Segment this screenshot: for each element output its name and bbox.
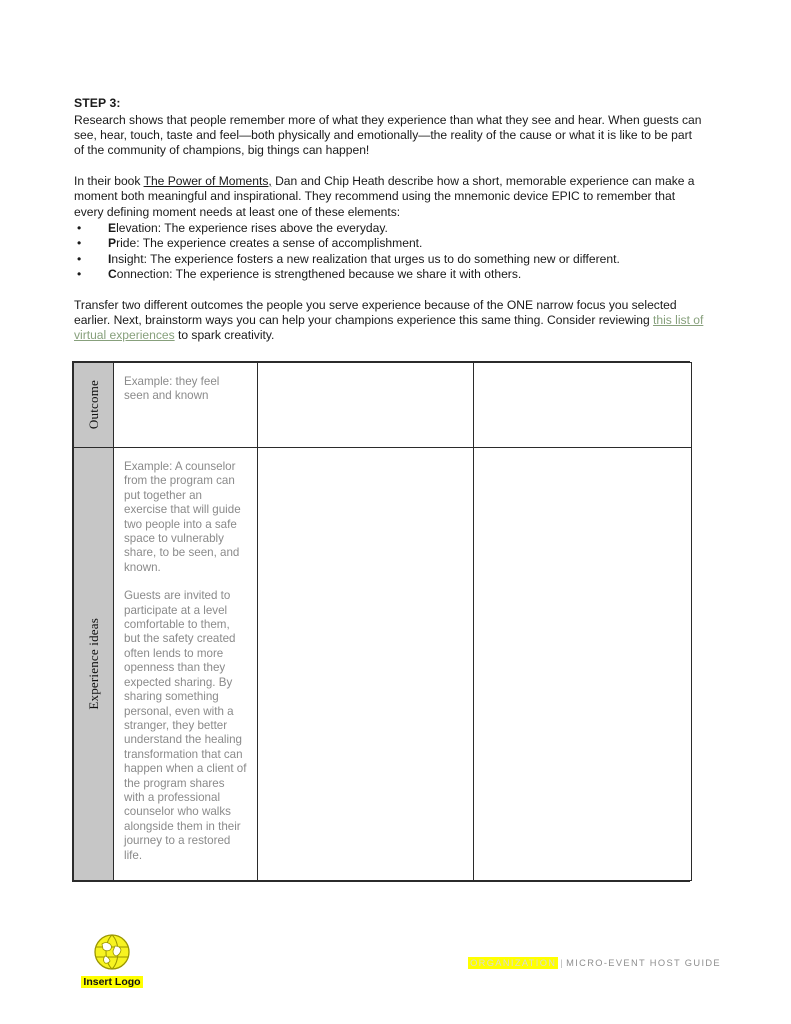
- guide-title: MICRO-EVENT HOST GUIDE: [566, 958, 721, 968]
- bullet-text: ride: The experience creates a sense of accomplishment.: [116, 236, 423, 251]
- spacer: [74, 283, 704, 298]
- cell-content: [474, 448, 691, 470]
- cell-content: [114, 363, 257, 414]
- book-title: The Power of Moments,: [143, 173, 272, 188]
- footer-caption: [468, 958, 721, 968]
- list-item: [74, 221, 704, 236]
- table-cell-outcome-3[interactable]: [474, 363, 692, 448]
- list-item: [74, 267, 704, 282]
- virtual-experiences-link[interactable]: this list of virtual experiences: [74, 312, 704, 343]
- cell-paragraph: Guests are invited to participate at a level comfortable to them, but the safety created often lends to more openness than they expected sharing. By sharing something personal, even with a stranger, they better understand the healing transformation that can happen when a client of the program shares with a professional counselor who walks alongside them in their journey to a restored life.: [124, 589, 247, 862]
- bullet-initial: P: [108, 236, 117, 251]
- table-cell-example-outcome[interactable]: [114, 363, 258, 448]
- table-cell-ideas-2[interactable]: [258, 448, 474, 881]
- row-header-outcome: [74, 363, 114, 448]
- bullet-initial: E: [108, 220, 117, 235]
- bullet-marker: •: [77, 236, 82, 251]
- spacer: [74, 159, 704, 174]
- list-item: [74, 236, 704, 251]
- cell-content: [258, 448, 473, 470]
- table-row: [74, 448, 692, 881]
- page-title: STEP 3:: [74, 96, 121, 110]
- bullet-initial: I: [108, 251, 112, 266]
- row-header-experience-ideas: [74, 448, 114, 881]
- table-row: [74, 363, 692, 448]
- document-body: [74, 96, 704, 344]
- row-header-label: Outcome: [85, 380, 101, 430]
- bullet-text: onnection: The experience is strengthened because we share it with others.: [116, 267, 522, 282]
- globe-icon: [92, 932, 132, 972]
- transfer-paragraph-tail: to spark creativity.: [174, 328, 275, 343]
- transfer-paragraph: [74, 298, 704, 344]
- book-paragraph-tail: Dan and Chip Heath describe how a short, memorable experience can make a moment both meaningful and inspirational. They recommend using the mnemonic device EPIC to remember that every defining moment needs at least one of these elements:: [74, 173, 695, 219]
- footer-separator: |: [560, 958, 565, 968]
- bullet-text: nsight: The experience fosters a new realization that urges us to do something new or different.: [111, 251, 620, 266]
- bullet-marker: •: [77, 267, 82, 282]
- worksheet-table: [72, 361, 690, 882]
- intro-paragraph: Research shows that people remember more of what they experience than what they see and hear. When guests can see, hear, touch, taste and feel—both physically and emotionally—the reality of the cause or what it is like to be part of the community of champions, big things can happen!: [74, 112, 702, 158]
- row-header-label: Experience ideas: [85, 618, 101, 710]
- footer-logo-block: [57, 932, 167, 990]
- table-cell-example-ideas[interactable]: [114, 448, 258, 881]
- bullet-marker: •: [77, 220, 82, 235]
- book-paragraph-lead: In their book: [74, 173, 144, 188]
- cell-content: [474, 363, 691, 385]
- insert-logo-label: Insert Logo: [83, 976, 141, 988]
- epic-bullet-list: [74, 221, 704, 283]
- transfer-paragraph-lead: Transfer two different outcomes the people you serve experience because of the ONE narrow focus you selected earlier. Next, brainstorm ways you can help your champions experience this same thing. Consider reviewing: [74, 297, 677, 327]
- table-cell-ideas-3[interactable]: [474, 448, 692, 881]
- bullet-initial: C: [108, 267, 117, 282]
- table-cell-outcome-2[interactable]: [258, 363, 474, 448]
- cell-content: [258, 363, 473, 385]
- book-paragraph: [74, 174, 704, 220]
- bullet-text: levation: The experience rises above the everyday.: [116, 220, 388, 235]
- bullet-marker: •: [77, 251, 82, 266]
- list-item: [74, 252, 704, 267]
- organization-placeholder: ORGANIZATION: [470, 958, 557, 968]
- cell-paragraph: Example: they feel seen and known: [124, 375, 220, 403]
- cell-content: [114, 448, 257, 873]
- cell-paragraph: Example: A counselor from the program can put together an exercise that will guide two people into a safe space to vulnerably share, to be seen, and known.: [124, 460, 241, 574]
